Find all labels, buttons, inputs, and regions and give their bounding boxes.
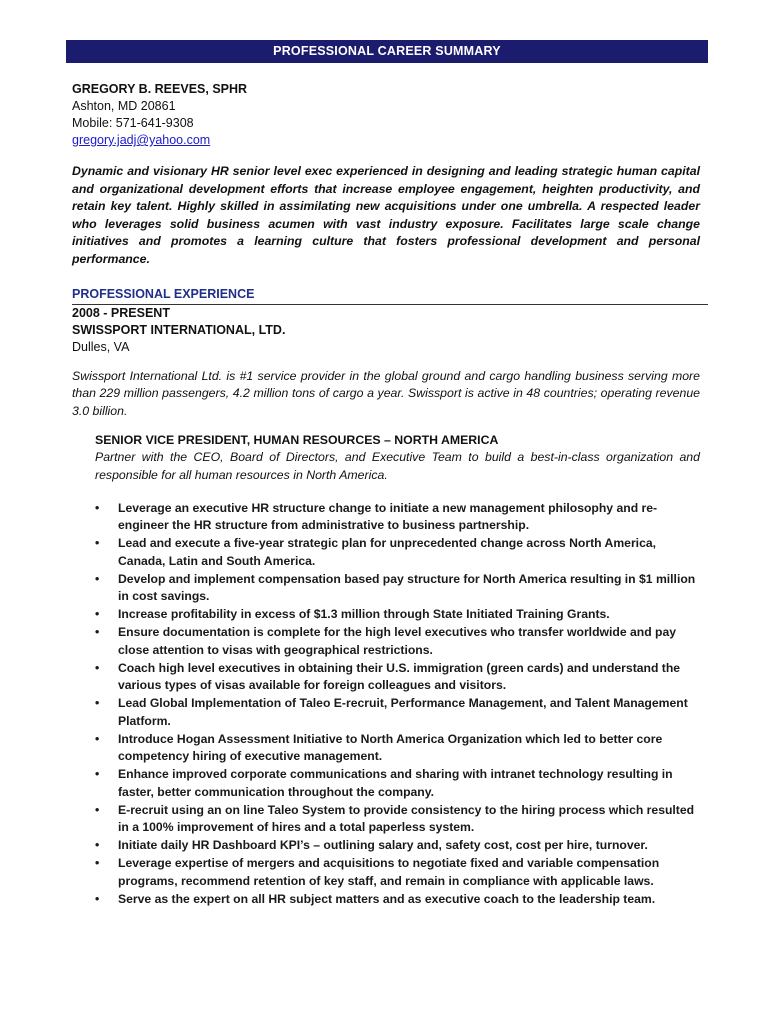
list-item: • Enhance improved corporate communications and sharing with intranet technology resulting in faster, better communication throughout the company. [95, 767, 673, 799]
bullet-icon: • [95, 660, 100, 675]
list-item: • Develop and implement compensation based pay structure for North America resulting in $1 million in cost savings. [95, 571, 696, 604]
list-item: • Coach high level executives in obtaining their U.S. immigration (green cards) and understand the various types of visas available for foreign colleagues and visitors. [95, 660, 681, 693]
role-title: SENIOR VICE PRESIDENT, HUMAN RESOURCES – NORTH AMERICA [95, 433, 499, 448]
company-location: Dulles, VA [72, 339, 130, 354]
candidate-email-link[interactable]: gregory.jadj@yahoo.com [72, 133, 211, 147]
list-item: • Lead and execute a five-year strategic plan for unprecedented change across North America, Canada, Latin and South America. [95, 536, 657, 568]
bullet-icon: • [95, 607, 100, 622]
list-item: • Serve as the expert on all HR subject matters and as executive coach to the leadership team. [95, 891, 700, 909]
list-item: • Introduce Hogan Assessment Initiative to North America Organization which led to better core competency hiring of executive management. [95, 731, 663, 764]
list-item: • Leverage expertise of mergers and acquisitions to negotiate fixed and variable compensation programs, recommend retention of key staff, and remain in compliance with applicable laws. [95, 856, 660, 888]
bullet-icon: • [95, 731, 100, 746]
list-item: • Lead Global Implementation of Taleo E-recruit, Performance Management, and Talent Management Platform. [95, 696, 688, 728]
bullet-icon: • [95, 891, 100, 906]
bullet-icon: • [95, 625, 100, 640]
company-name: SWISSPORT INTERNATIONAL, LTD. [72, 322, 286, 337]
experience-heading: PROFESSIONAL EXPERIENCE [72, 286, 255, 301]
role-block [95, 432, 700, 908]
resume-page [66, 40, 708, 909]
candidate-address: Ashton, MD 20861 [72, 99, 176, 113]
achievements-list [95, 500, 700, 909]
list-item: • E-recruit using an on line Taleo System to provide consistency to the hiring process which resulted in a 100% improvement of hires and a total paperless system. [95, 802, 695, 835]
list-item: • Increase profitability in excess of $1.3 million through State Initiated Training Grants. [95, 606, 700, 624]
bullet-icon: • [95, 571, 100, 586]
bullet-icon: • [95, 500, 100, 515]
bullet-icon: • [95, 856, 100, 871]
career-summary-banner: PROFESSIONAL CAREER SUMMARY [66, 40, 708, 63]
bullet-icon: • [95, 802, 100, 817]
list-item: • Leverage an executive HR structure change to initiate a new management philosophy and re-engineer the HR structure from administrative to business partnership. [95, 500, 658, 533]
candidate-mobile: Mobile: 571-641-9308 [72, 116, 194, 130]
list-item: • Ensure documentation is complete for the high level executives who transfer worldwide and pay close attention to visas with geographical restrictions. [95, 625, 677, 657]
bullet-icon: • [95, 767, 100, 782]
job-meta [72, 305, 708, 356]
list-item: • Initiate daily HR Dashboard KPI’s – outlining salary and, safety cost, cost per hire, turnover. [95, 837, 700, 855]
bullet-icon: • [95, 696, 100, 711]
role-description: Partner with the CEO, Board of Directors, and Executive Team to build a best-in-class organization and responsible for all human resources in North America. [95, 450, 700, 482]
bullet-icon: • [95, 838, 100, 853]
job-dates: 2008 - PRESENT [72, 305, 170, 320]
candidate-name: GREGORY B. REEVES, SPHR [72, 82, 248, 96]
summary-paragraph: Dynamic and visionary HR senior level exec experienced in designing and leading strategic human capital and organizational development efforts that increase employee engagement, heighten productivity, and retain key talent. Highly skilled in assimilating new acquisitions under one umbrella. A respected leader who leverages solid business acumen with vast industry exposure. Facilitates large scale change initiatives and promotes a learning culture that fosters professional development and personal performance. [72, 164, 700, 266]
bullet-icon: • [95, 536, 100, 551]
contact-block [72, 81, 708, 149]
company-description: Swissport International Ltd. is #1 service provider in the global ground and cargo handling business serving more than 229 million passengers, 4.2 million tons of cargo a year. Swissport is active in 48 countries; operating revenue 3.0 billion. [72, 368, 700, 418]
